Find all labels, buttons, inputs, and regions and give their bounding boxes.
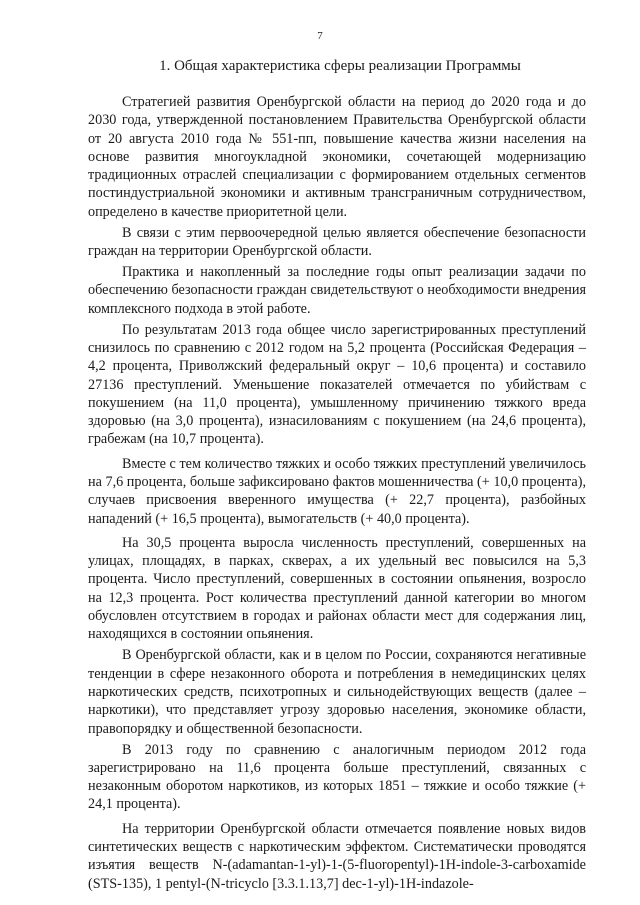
- page-number: 7: [317, 30, 323, 42]
- paragraph-priority-goal: В связи с этим первоочередной целью является обеспечение безопасности граждан на территории Оренбургской области.: [88, 224, 586, 260]
- section-title: 1. Общая характеристика сферы реализации Программы: [159, 58, 521, 74]
- paragraph-synthetic-substances: На территории Оренбургской области отмечается появление новых видов синтетических веществ с наркотическим эффектом. Систематически проводятся изъятия веществ N-(adamantan-1-yl)-1-(5-fluoropentyl)-1H-indole-3-carboxamide (STS-135), 1 pentyl-(N-tricyclo [3.3.1.13,7] dec-1-yl)-1H-indazole-: [88, 820, 586, 892]
- paragraph-narcotics-2013: В 2013 году по сравнению с аналогичным периодом 2012 года зарегистрировано на 11,6 процента больше преступлений, связанных с незаконным оборотом наркотиков, из которых 1851 – тяжкие и особо тяжкие (+ 24,1 процента).: [88, 741, 586, 813]
- paragraph-2013-results: По результатам 2013 года общее число зарегистрированных преступлений снизилось по сравнению с 2012 годом на 5,2 процента (Российская Федерация – 4,2 процента, Приволжский федеральный округ – 10,6 процента) и составило 27136 преступлений. Уменьшение показателей отмечается по убийствам с покушением (на 11,0 процента), умышленному причинению тяжкого вреда здоровью (на 3,0 процента), изнасилованиям с покушением (на 24,6 процента), грабежам (на 10,7 процента).: [88, 321, 586, 448]
- paragraph-practice: Практика и накопленный за последние годы опыт реализации задачи по обеспечению безопасности граждан свидетельствуют о необходимости внедрения комплексного подхода в этой работе.: [88, 264, 586, 317]
- paragraph-narcotics-trends: В Оренбургской области, как и в целом по России, сохраняются негативные тенденции в сфере незаконного оборота и потребления в немедицинских целях наркотических средств, психотропных и сильнодействующих веществ (далее – наркотики), что представляет угрозу здоровью населения, экономике области, правопорядку и общественной безопасности.: [88, 647, 586, 737]
- document-body: [88, 93, 586, 896]
- paragraph-strategy: Стратегией развития Оренбургской области на период до 2020 года и до 2030 года, утвержденной постановлением Правительства Оренбургской области от 20 августа 2010 года № 551-пп, повышение качества жизни населения на основе развития многоукладной экономики, сочетающей модернизацию традиционных отраслей специализации с формированием отдельных сегментов постиндустриальной экономики и активным трансграничным сотрудничеством, определено в качестве приоритетной цели.: [88, 94, 586, 220]
- paragraph-street-crimes: На 30,5 процента выросла численность преступлений, совершенных на улицах, площадях, в парках, скверах, а их удельный вес повысился на 5,3 процента. Число преступлений, совершенных в состоянии опьянения, возросло на 12,3 процента. Рост количества преступлений данной категории во многом обусловлен отсутствием в городах и районах области мест для содержания лиц, находящихся в состоянии опьянения.: [88, 534, 586, 643]
- paragraph-grave-crimes: Вместе с тем количество тяжких и особо тяжких преступлений увеличилось на 7,6 процента, больше зафиксировано фактов мошенничества (+ 10,0 процента), случаев присвоения вверенного имущества (+ 22,7 процента), разбойных нападений (+ 16,5 процента), вымогательств (+ 40,0 процента).: [88, 455, 586, 527]
